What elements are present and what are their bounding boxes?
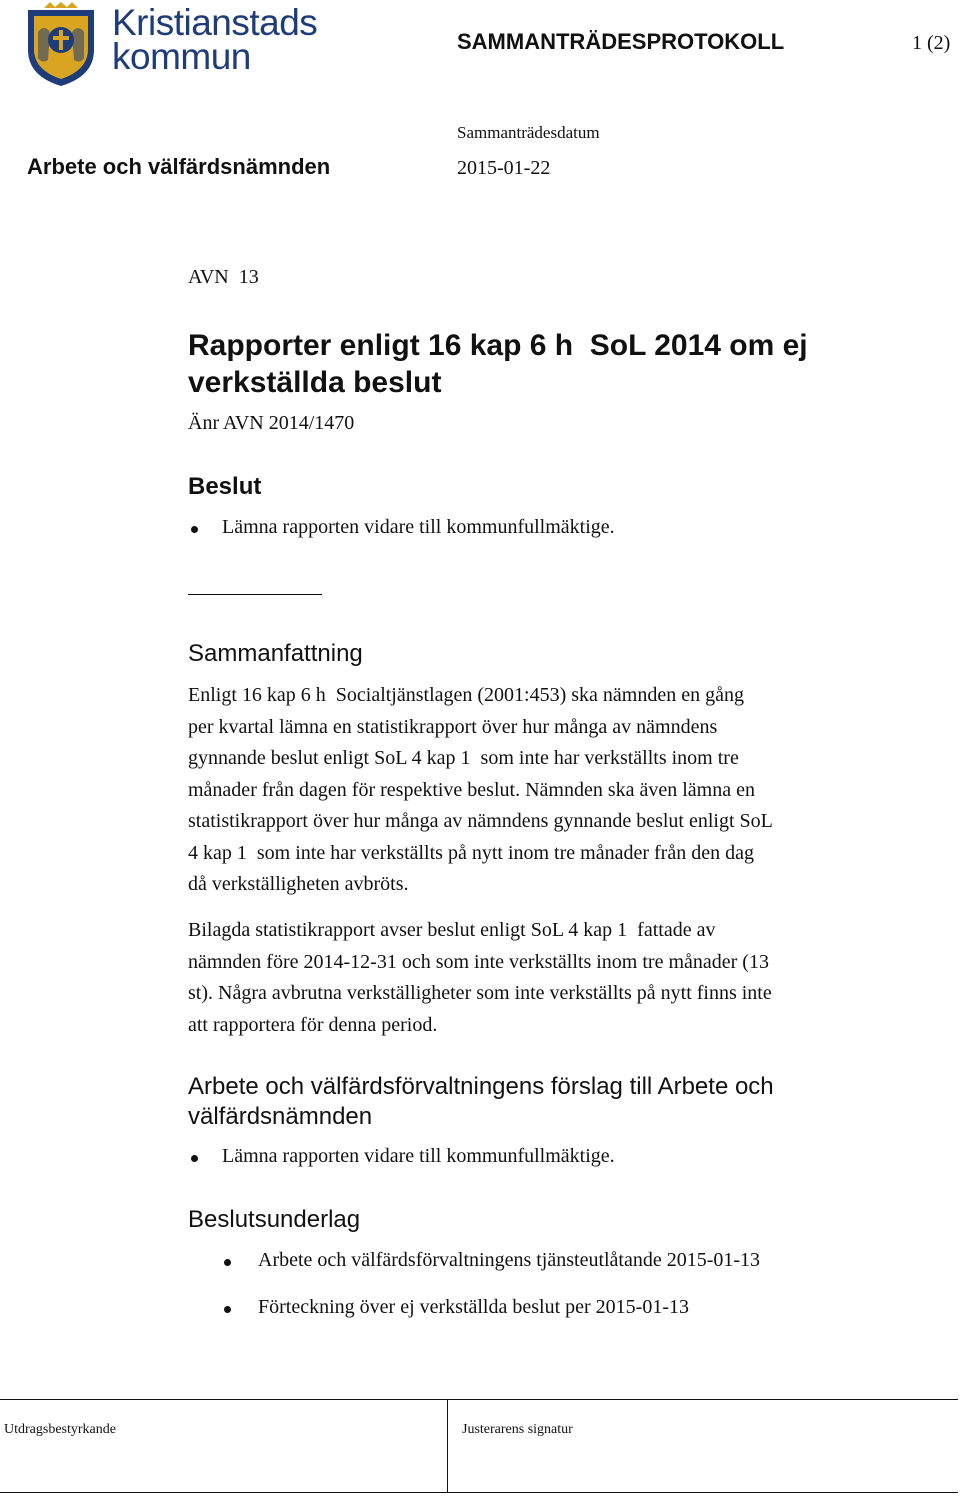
basis-bullet-text: Arbete och välfärdsförvaltningens tjänsteutlåtande 2015-01-13 (258, 1249, 761, 1271)
text-line: 4 kap 1 som inte har verkställts på nytt inom tre månader från den dag (188, 841, 754, 864)
text-line: att rapportera för denna period. (188, 1013, 438, 1036)
basis-bullet-text: Förteckning över ej verkställda beslut per 2015-01-13 (258, 1296, 689, 1318)
text-line: nämnden före 2014-12-31 och som inte verkställts inom tre månader (13 (188, 950, 769, 973)
logo-name-line2: kommun (112, 36, 251, 77)
paragraph-reference: AVN 13 (188, 266, 259, 288)
document-type: SAMMANTRÄDESPROTOKOLL (457, 29, 785, 54)
proposal-heading-line2: välfärdsnämnden (188, 1103, 373, 1130)
text-line: Bilagda statistikrapport avser beslut enligt SoL 4 kap 1 fattade av (188, 919, 716, 941)
logo-name-line1: Kristianstads (112, 2, 318, 43)
proposal-heading-line1: Arbete och välfärdsförvaltningens förslag till Arbete och (188, 1073, 774, 1100)
certification-label: Utdragsbestyrkande (4, 1422, 116, 1437)
summary-heading: Sammanfattning (188, 640, 363, 667)
summary-paragraph-2 (188, 915, 878, 1041)
bullet-icon (191, 526, 198, 533)
logo-wordmark (112, 2, 318, 77)
text-line: gynnande beslut enligt SoL 4 kap 1 som inte har verkställts inom tre (188, 747, 739, 769)
bullet-icon (224, 1306, 231, 1313)
proposal-bullet-text: Lämna rapporten vidare till kommunfullmäktige. (222, 1145, 615, 1167)
page-number: 1 (2) (912, 32, 951, 54)
decision-heading: Beslut (188, 473, 262, 500)
item-title-line2: verkställda beslut (188, 366, 442, 399)
text-line: då verkställigheten avbröts. (188, 873, 409, 895)
text-line: månader från dagen för respektive beslut. Nämnden ska även lämna en (188, 778, 755, 801)
text-line: statistikrapport över hur många av nämndens gynnande beslut enligt SoL (188, 810, 773, 832)
coat-of-arms-icon (22, 2, 100, 88)
decision-bullet-text: Lämna rapporten vidare till kommunfullmäktige. (222, 516, 615, 538)
text-line: st). Några avbrutna verkställigheter som inte verkställts på nytt finns inte (188, 982, 772, 1004)
footer-bottom-rule (0, 1492, 958, 1493)
case-number: Änr AVN 2014/1470 (188, 412, 355, 434)
meeting-date-label: Sammanträdesdatum (457, 123, 600, 142)
bullet-icon (191, 1155, 198, 1162)
footer-divider (447, 1399, 448, 1492)
meeting-date: 2015-01-22 (457, 157, 551, 179)
separator-line (188, 594, 322, 595)
item-title (188, 327, 908, 401)
municipality-logo (22, 2, 318, 88)
board-name: Arbete och välfärdsnämnden (27, 154, 331, 179)
text-line: per kvartal lämna en statistikrapport över hur många av nämndens (188, 715, 718, 738)
adjuster-signature-label: Justerarens signatur (462, 1422, 573, 1437)
basis-heading: Beslutsunderlag (188, 1206, 361, 1233)
proposal-heading (188, 1072, 774, 1132)
bullet-icon (224, 1259, 231, 1266)
item-title-line1: Rapporter enligt 16 kap 6 h SoL 2014 om ej (188, 329, 808, 362)
text-line: Enligt 16 kap 6 h Socialtjänstlagen (2001:453) ska nämnden en gång (188, 684, 744, 706)
footer-top-rule (0, 1399, 958, 1400)
summary-paragraph-1 (188, 680, 878, 901)
